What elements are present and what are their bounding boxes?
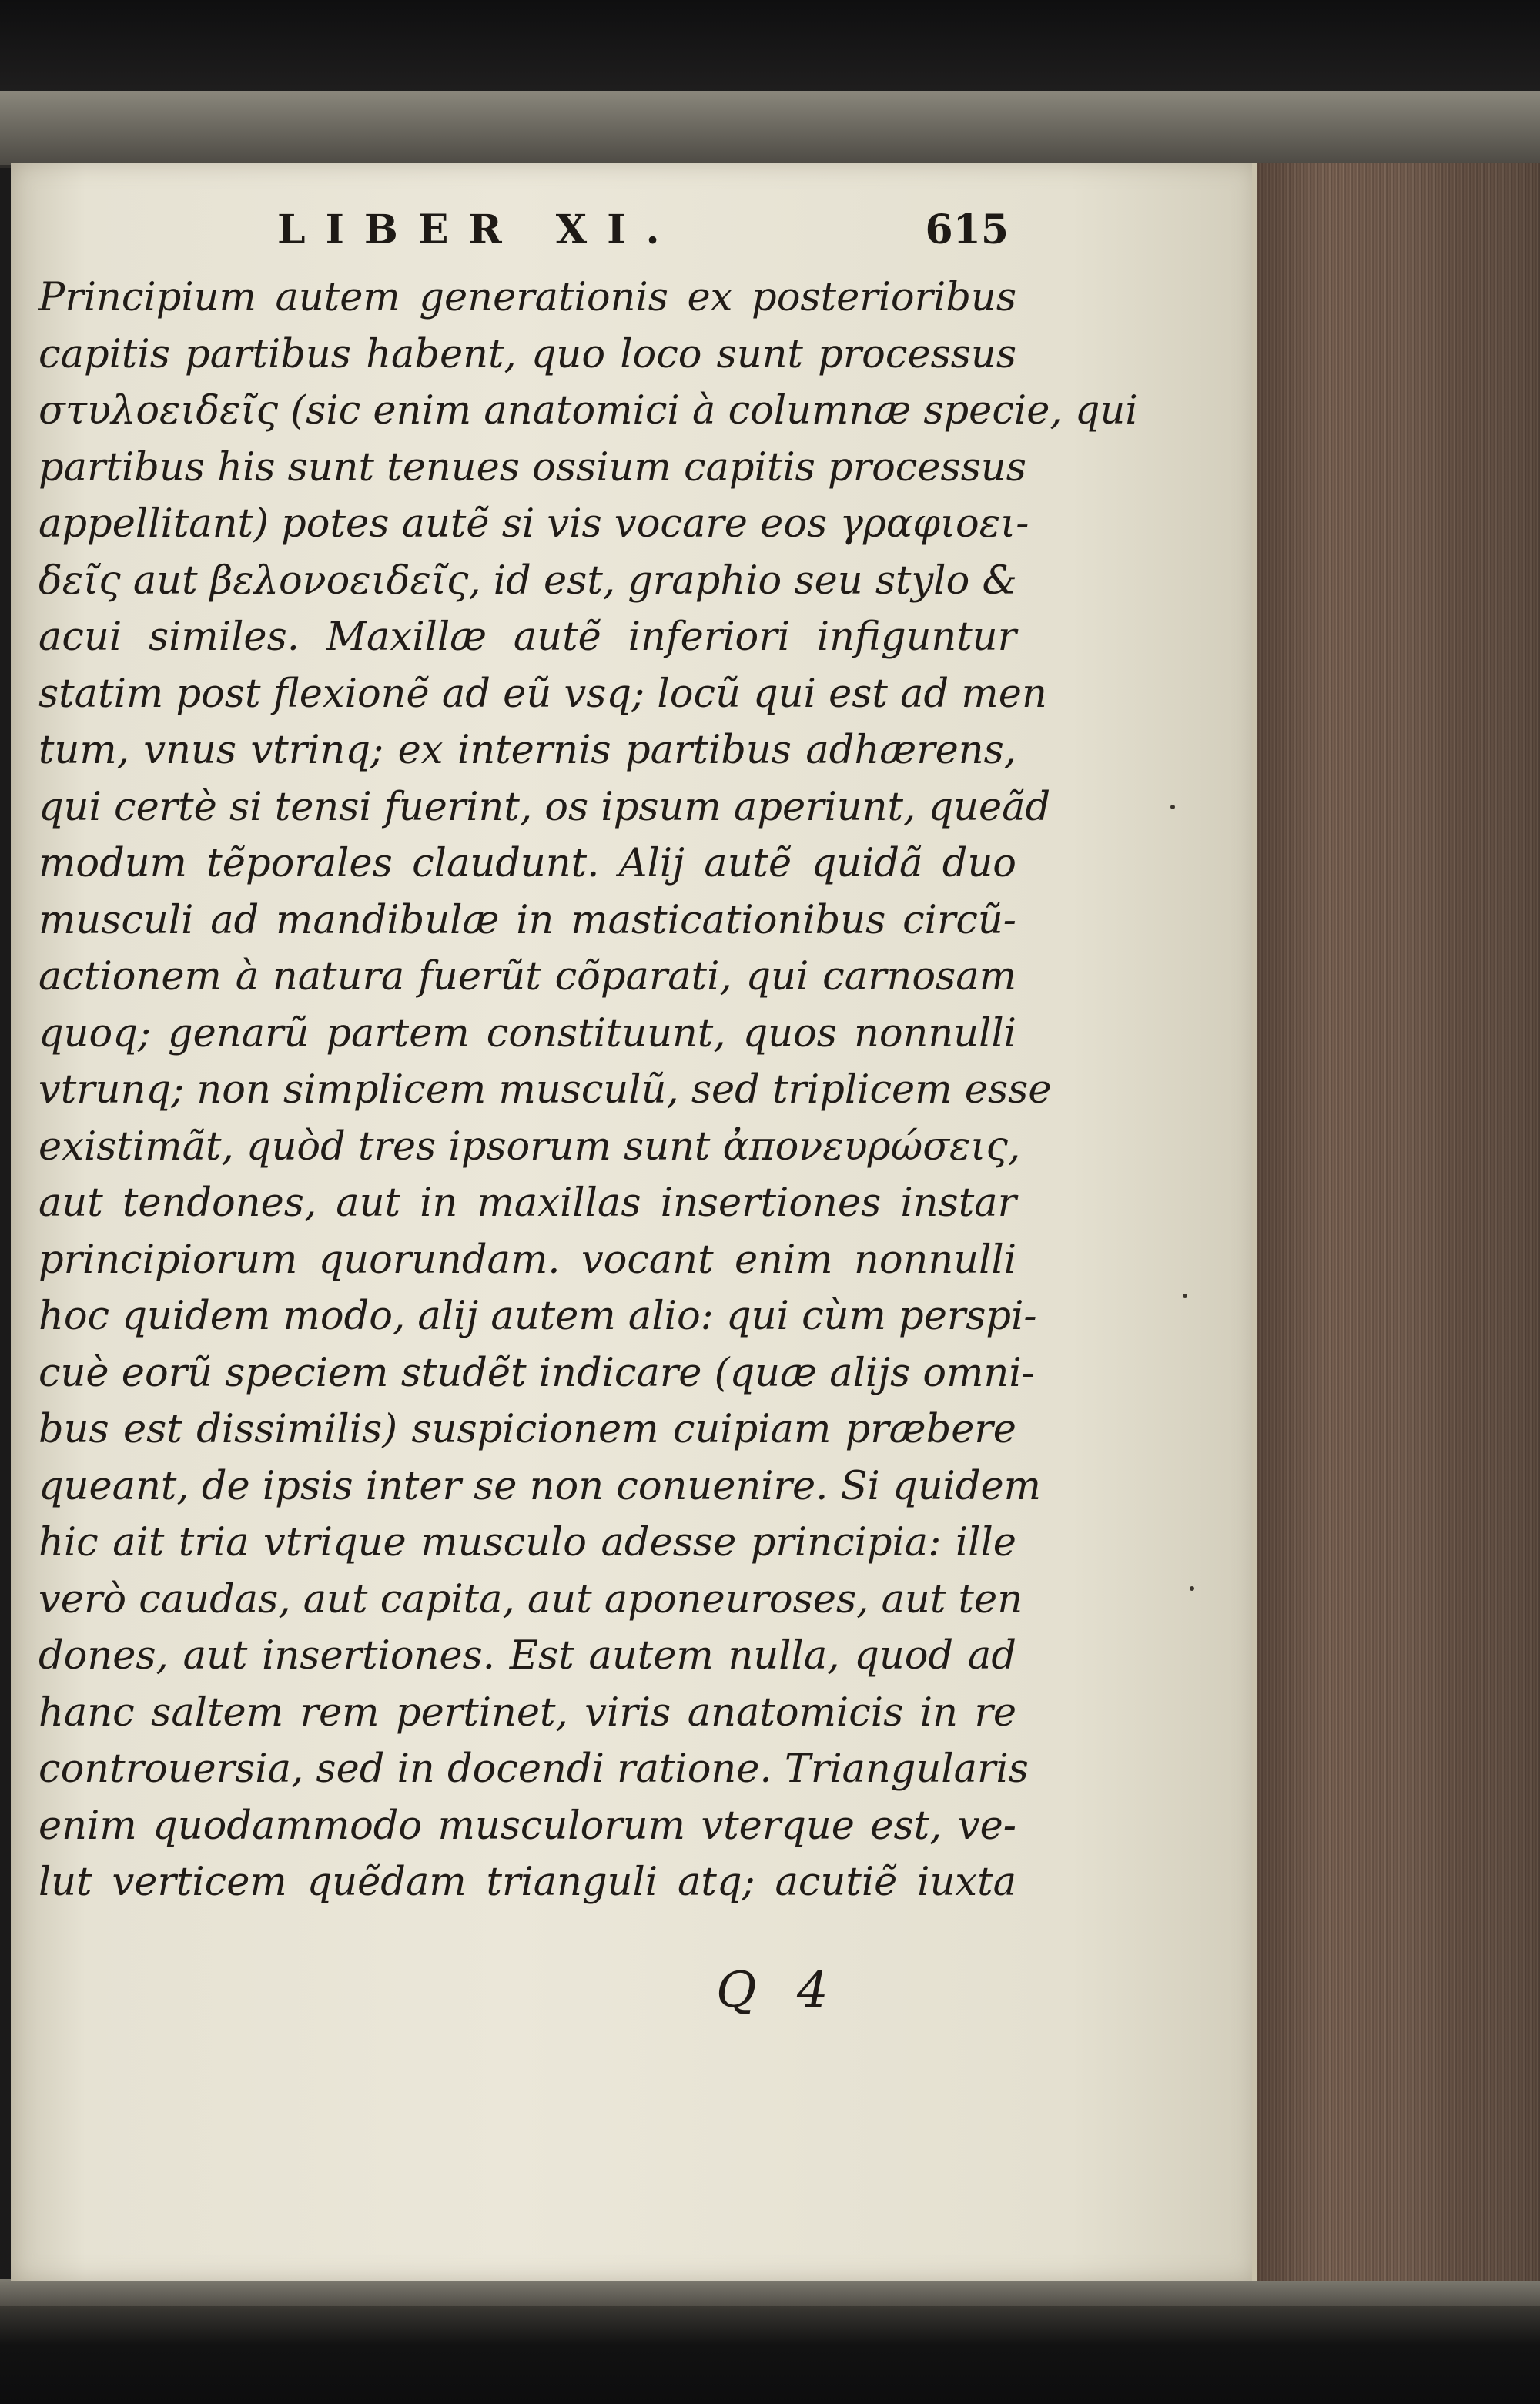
text-line: queant, de ipsis inter se non conuenire. Si quidem bbox=[38, 1463, 1042, 1509]
text-line: acui similes. Maxillæ autẽ inferiori infiguntur bbox=[38, 614, 1016, 660]
text-line: enim quodammodo musculorum vterque est, ve- bbox=[38, 1803, 1016, 1849]
text-line: vtrunq; non simplicem musculũ, sed triplicem esse bbox=[38, 1067, 1052, 1113]
text-line: hoc quidem modo, alij autem alio: qui cùm perspi- bbox=[38, 1294, 1037, 1339]
text-line: hic ait tria vtrique musculo adesse principia: ille bbox=[38, 1520, 1016, 1565]
text-line: hanc saltem rem pertinet, viris anatomicis in re bbox=[38, 1689, 1016, 1736]
text-line: statim post flexionẽ ad eũ vsq; locũ qui est ad men bbox=[38, 671, 1047, 717]
text-line: Principium autem generationis ex posterioribus bbox=[38, 275, 1016, 320]
text-line: quoq; genarũ partem constituunt, quos nonnulli bbox=[38, 1010, 1016, 1056]
text-line: principiorum quorundam. vocant enim nonnulli bbox=[38, 1237, 1016, 1283]
text-line: tum, vnus vtrinq; ex internis partibus adhærens, bbox=[38, 728, 1016, 773]
text-line: verò caudas, aut capita, aut aponeuroses, aut ten bbox=[38, 1576, 1023, 1622]
running-head-title: LIBER XI. bbox=[277, 206, 680, 253]
text-line: aut tendones, aut in maxillas insertiones instar bbox=[38, 1180, 1016, 1226]
running-head bbox=[38, 206, 1009, 268]
text-line: dones, aut insertiones. Est autem nulla, quod ad bbox=[38, 1633, 1016, 1679]
text-line: lut verticem quẽdam trianguli atq; acutiẽ iuxta bbox=[38, 1860, 1016, 1905]
page-block-shade bbox=[1257, 163, 1540, 2281]
text-line: bus est dissimilis) suspicionem cuipiam præbere bbox=[38, 1407, 1016, 1452]
top-background bbox=[0, 0, 1540, 94]
bottom-background bbox=[0, 2306, 1540, 2404]
ink-speck bbox=[1183, 1294, 1187, 1298]
text-line: controuersia, sed in docendi ratione. Triangularis bbox=[38, 1746, 1029, 1792]
text-line: actionem à natura fuerũt cõparati, qui carnosam bbox=[38, 954, 1016, 999]
ink-speck bbox=[1170, 805, 1175, 809]
book-top-edge bbox=[0, 91, 1540, 168]
text-line: modum tẽporales claudunt. Alij autẽ quidã duo bbox=[38, 841, 1016, 886]
ink-speck bbox=[1190, 1586, 1194, 1591]
text-line: στυλοειδεῖς (sic enim anatomici à columnæ specie, qui bbox=[38, 388, 1138, 434]
text-line: qui certè si tensi fuerint, os ipsum aperiunt, queãd bbox=[38, 784, 1051, 830]
text-line: partibus his sunt tenues ossium capitis processus bbox=[38, 444, 1026, 491]
signature-mark: Q 4 bbox=[716, 1962, 841, 2019]
book-bottom-edge bbox=[0, 2279, 1540, 2310]
text-line: capitis partibus habent, quo loco sunt processus bbox=[38, 331, 1016, 377]
text-line: cuè eorũ speciem studẽt indicare (quæ alijs omni- bbox=[38, 1350, 1035, 1396]
page-number: 615 bbox=[925, 206, 1009, 253]
text-line: existimãt, quòd tres ipsorum sunt ἀπονευρώσεις, bbox=[38, 1123, 1021, 1170]
body-text bbox=[38, 270, 1138, 1911]
text-line: appellitant) potes autẽ si vis vocare eos γραφιοει- bbox=[38, 501, 1029, 547]
text-line: musculi ad mandibulæ in masticationibus circũ- bbox=[38, 897, 1016, 943]
text-line: δεῖς aut βελονοειδεῖς, id est, graphio seu stylo & bbox=[38, 557, 1017, 604]
